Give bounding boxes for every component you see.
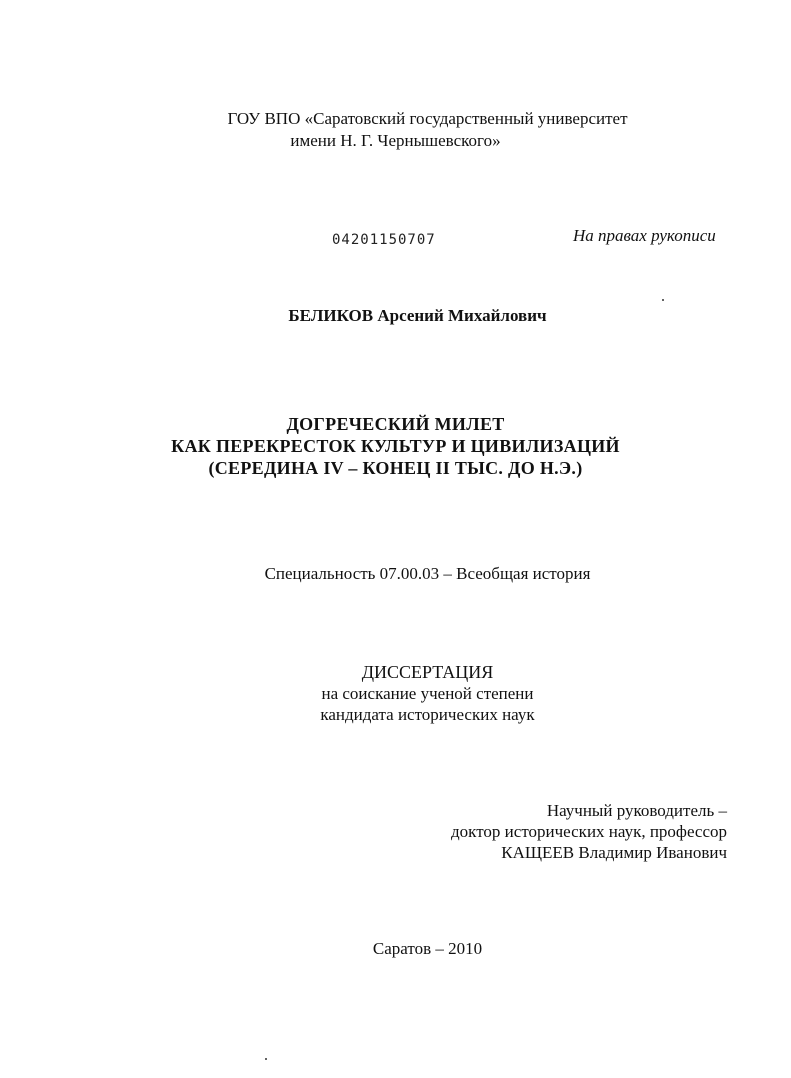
dissertation-line-3: кандидата исторических наук (320, 705, 535, 724)
dissertation-heading: ДИССЕРТАЦИЯ (361, 662, 494, 682)
institution-line-2: имени Н. Г. Чернышевского» (290, 131, 501, 150)
scan-speck (265, 1058, 267, 1060)
title-line-1: ДОГРЕЧЕСКИЙ МИЛЕТ (286, 414, 505, 434)
institution-block (0, 108, 791, 152)
title-line-3: (СЕРЕДИНА IV – КОНЕЦ II ТЫС. ДО Н.Э.) (208, 458, 583, 478)
dissertation-block (0, 662, 791, 725)
supervisor-line-2: доктор исторических наук, профессор (451, 822, 727, 841)
barcode-number: 04201150707 (332, 232, 436, 248)
dissertation-line-2: на соискание ученой степени (321, 684, 534, 703)
city-year: Саратов – 2010 (372, 939, 483, 958)
supervisor-line-3: КАЩЕЕВ Владимир Иванович (501, 843, 727, 862)
scan-speck (662, 299, 664, 301)
institution-line-1: ГОУ ВПО «Саратовский государственный университет (227, 109, 628, 128)
dissertation-title (0, 413, 791, 479)
supervisor-line-1: Научный руководитель – (546, 801, 727, 820)
supervisor-block (451, 800, 727, 863)
rights-note: На правах рукописи (573, 226, 716, 245)
title-line-2: КАК ПЕРЕКРЕСТОК КУЛЬТУР И ЦИВИЛИЗАЦИЙ (171, 436, 620, 456)
specialty-line: Специальность 07.00.03 – Всеобщая история (264, 564, 591, 583)
author-name: БЕЛИКОВ Арсений Михайлович (288, 306, 547, 325)
